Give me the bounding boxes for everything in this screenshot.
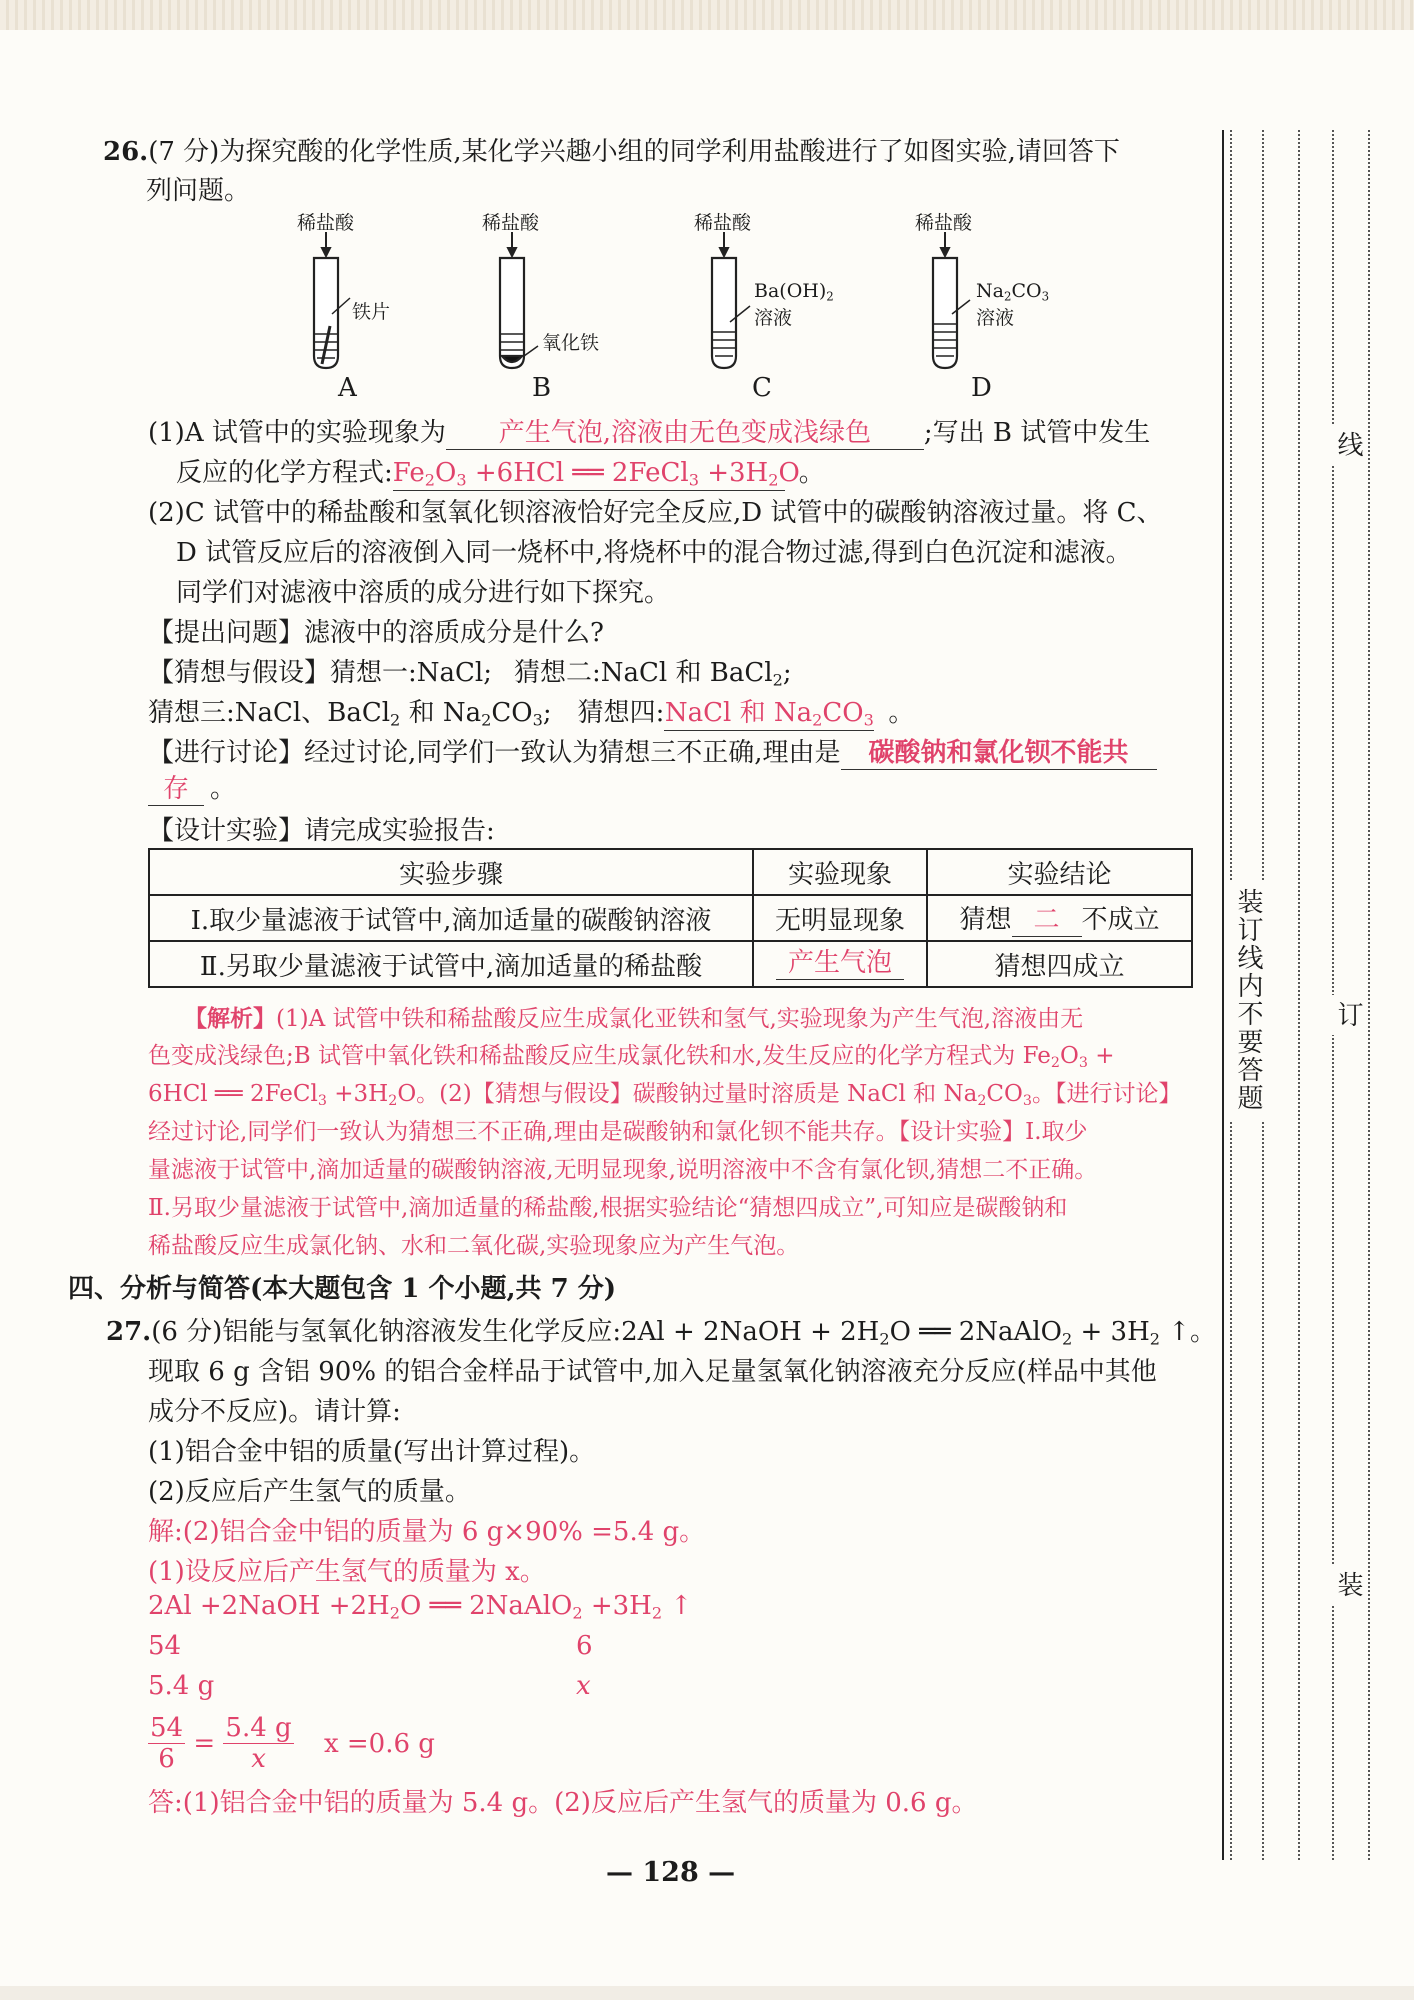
q27-l1d: ↑。 [1168,1317,1217,1347]
explain-line2: 色变成浅绿色;B 试管中氧化铁和稀盐酸反应生成氯化铁和水,发生反应的化学方程式为 $Fe_2O_3$ + [148,1043,1115,1071]
p1-line2: 反应的化学方程式: [176,458,393,488]
na-sub: 2 [1003,289,1012,304]
binding-dotted-line [1368,130,1370,1860]
fraction-equation: $\frac{54}{6}$ = $\frac{5.4 g}{x}$ x =0.6 g [150,1713,435,1774]
q27-l1c: + 3H [1080,1317,1150,1347]
label-acid-a: 稀盐酸 [297,212,355,234]
hyp-1: 【猜想与假设】猜想一:NaCl; [148,658,492,688]
q27-answer: 答:(1)铝合金中铝的质量为 5.4 g。(2)反应后产生氢气的质量为 0.6 g。 [148,1788,978,1818]
q26-number: 26. [103,137,149,167]
q26-intro-line1 [103,131,1120,168]
row2-conclusion: 猜想四成立 [927,941,1192,987]
label-baoh2 [754,280,834,303]
binding-dotted-line [1298,130,1300,1860]
hyp-2: 猜想二:NaCl 和 BaCl [513,658,773,688]
q26-part2-line1: (2)C 试管中的稀盐酸和氢氧化钡溶液恰好完全反应,D 试管中的碳酸钠溶液过量。将 C、 [148,498,1163,528]
discuss-answer2: 存 [148,775,204,806]
letter-b: B [532,373,552,403]
table-header-row [149,849,1192,895]
q26-part1-line2 [176,452,825,491]
co-text: CO [1011,280,1042,302]
tube-b [500,258,538,368]
ask-question: 【提出问题】滤液中的溶质成分是什么? [148,618,604,648]
binding-solid-line [1222,130,1224,1860]
row1-conc-b: 不成立 [1081,905,1160,936]
tube-d [933,258,970,368]
q27-equation: 2Al +2NaOH $+2H_2O$ ══ 2NaAlO$_2$ $+3H_2$ ↑ [148,1591,693,1623]
row1-step: Ⅰ.取少量滤液于试管中,滴加适量的碳酸钠溶液 [149,895,753,941]
explain-line4: 经过讨论,同学们一致认为猜想三不正确,理由是碳酸钠和氯化钡不能共存。【设计实验】Ⅰ.取少 [148,1119,1088,1145]
q26-part2-line2: D 试管反应后的溶液倒入同一烧杯中,将烧杯中的混合物过滤,得到白色沉淀和滤液。 [176,538,1132,568]
discussion-line2 [148,768,236,806]
tube-c [712,258,750,368]
q26-part2-line3: 同学们对滤液中溶质的成分进行如下探究。 [176,578,671,608]
na-text: Na [976,280,1004,302]
explain-l2: 色变成浅绿色;B 试管中氧化铁和稀盐酸反应生成氯化铁和水,发生反应的化学方程式为 Fe [148,1043,1051,1069]
design-experiment: 【设计实验】请完成实验报告: [148,816,495,846]
row1-conc-answer: 二 [1012,906,1082,937]
label-iron: 铁片 [352,301,391,323]
letter-c: C [752,373,772,403]
frac-den1: 6 [158,1744,175,1774]
header-phenomenon: 实验现象 [753,849,927,895]
q27-l1b: O ══ 2NaAlO [889,1317,1062,1347]
frac-den2: x [251,1744,266,1774]
q27-sol2: (1)设反应后产生氢气的质量为 x。 [148,1557,546,1587]
binding-char-xian: 线 [1330,425,1367,465]
baoh-text: Ba(OH) [754,280,827,302]
tube-a [314,258,350,368]
hyp-3c: CO [491,698,533,728]
explain-line1 [184,1000,1083,1038]
row1-phenomenon: 无明显现象 [753,895,927,941]
q27-l1a: (6 分)铝能与氢氧化钠溶液发生化学反应:2Al + 2NaOH + 2H [151,1317,880,1347]
hypothesis-line1: 【猜想与假设】猜想一:NaCl; 猜想二:NaCl 和 BaCl$_2$; [148,658,792,690]
row2-phenomenon [753,941,927,987]
hyp-3b: 和 Na [408,698,482,728]
frac-num2: 5.4 g [225,1713,292,1743]
hyp-3a: 猜想三:NaCl、BaCl [148,698,391,728]
label-solution-d: 溶液 [976,307,1015,329]
eq-d: ↑ [670,1591,693,1621]
hyp-4: 猜想四: [577,698,665,728]
label-acid-c: 稀盐酸 [694,212,752,234]
fraction-2 [223,1713,293,1774]
letter-d: D [971,373,992,403]
hyp-3d: ; [542,698,552,728]
label-solution-c: 溶液 [754,307,793,329]
given-al: 5.4 g [148,1671,215,1701]
explain-tag: 【解析】 [184,1005,276,1032]
table-row [149,941,1192,987]
table-row [149,895,1192,941]
discuss-end: 。 [210,774,237,804]
experiment-report-table [148,848,1193,988]
explain-line7: 稀盐酸反应生成氯化钠、水和二氧化碳,实验现象应为产生气泡。 [148,1233,800,1259]
baoh-sub: 2 [826,289,834,304]
hyp-4-answer-text: NaCl 和 Na [664,698,813,728]
explain-line5: 量滤液于试管中,滴加适量的碳酸钠溶液,无明显现象,说明溶液中不含有氯化钡,猜想二不正确。 [148,1157,1098,1183]
label-na2co3 [976,280,1049,303]
row1-conclusion [927,895,1192,941]
row2-step: Ⅱ.另取少量滤液于试管中,滴加适量的稀盐酸 [149,941,753,987]
q27-line5: (2)反应后产生氢气的质量。 [148,1477,471,1507]
q27-line3: 成分不反应)。请计算: [148,1397,401,1427]
discuss-prefix: 【进行讨论】经过讨论,同学们一致认为猜想三不正确,理由是 [148,738,841,768]
q27-line2: 现取 6 g 含铝 90% 的铝合金样品于试管中,加入足量氢氧化钠溶液充分反应(样品中其他 [148,1357,1157,1387]
binding-char-zhuang: 装 [1330,1565,1367,1605]
explain-l3c: 。【进行讨论】 [1031,1081,1182,1107]
hyp-4-answer: NaCl 和 $Na_2CO_3$ [664,698,874,730]
discuss-answer: 碳酸钠和氯化钡不能共 [841,739,1157,770]
p1-answer: 产生气泡,溶液由无色变成浅绿色 [446,419,924,450]
letter-a: A [338,373,357,403]
explain-line6: Ⅱ.另取少量滤液于试管中,滴加适量的稀盐酸,根据实验结论“猜想四成立”,可知应是碳酸钠和 [148,1195,1068,1221]
p1-mid: ;写出 B 试管中发生 [923,418,1151,448]
label-acid-b: 稀盐酸 [482,212,540,234]
label-iron-oxide: 氧化铁 [542,332,600,354]
molar-mass-h2: 6 [576,1631,593,1661]
row1-conc-a: 猜想 [959,905,1012,936]
label-acid-d: 稀盐酸 [915,212,973,234]
hypothesis-line2: 猜想三:NaCl、BaCl$_2$ 和 $Na_2CO_3$; 猜想四:NaCl 和 $Na_2CO_3$ 。 [148,698,915,730]
molar-mass-al: 54 [148,1631,182,1661]
explain-l3b: 。(2)【猜想与假设】碳酸钠过量时溶质是 NaCl 和 Na [416,1081,978,1107]
top-edge [0,0,1414,30]
row2-phenomenon-answer: 产生气泡 [776,949,904,980]
discussion-line1 [148,732,1157,770]
section4-heading: 四、分析与简答(本大题包含 1 个小题,共 7 分) [68,1274,617,1304]
co-sub: 3 [1041,289,1050,304]
frac-result: x =0.6 g [323,1728,435,1759]
frac-num1: 54 [150,1713,184,1743]
header-conclusion: 实验结论 [927,849,1192,895]
header-step: 实验步骤 [149,849,753,895]
q26-intro-text: (7 分)为探究酸的化学性质,某化学兴趣小组的同学利用盐酸进行了如图实验,请回答下 [148,137,1120,167]
bottom-edge [0,1986,1414,2000]
eq-c: +3H [590,1591,652,1621]
p1-end: 。 [798,458,825,488]
explain-l1: (1)A 试管中铁和稀盐酸反应生成氯化亚铁和氢气,实验现象为产生气泡,溶液由无 [276,1006,1084,1032]
q27-line1: 27.(6 分)铝能与氢氧化钠溶液发生化学反应:2Al + 2NaOH + $2H_2O$ ══ 2NaAlO$_2$ + $3H_2$ ↑。 [106,1317,1217,1349]
q26-intro-line2: 列问题。 [146,176,251,206]
binding-notice: 装订线内不要答题 [1230,880,1267,1120]
equation-answer: $Fe_2O_3 +6HCl$ ══ 2FeCl$_3$ $+3H_2O$ [392,458,800,490]
eq-b: O ══ 2NaAlO [399,1591,573,1621]
explain-line3: 6HCl ══ 2FeCl$_3$ $+3H_2O$。(2)【猜想与假设】碳酸钠过量时溶质是 NaCl 和 $Na_2CO_3$。【进行讨论】 [148,1081,1182,1109]
q27-line4: (1)铝合金中铝的质量(写出计算过程)。 [148,1437,596,1467]
unknown-x: x [576,1671,591,1701]
fraction-1 [148,1713,185,1774]
q26-part1-line1 [148,412,1150,450]
eq-a: 2Al +2NaOH +2H [148,1591,390,1621]
binding-char-ding: 订 [1330,995,1367,1035]
p1-prefix: (1)A 试管中的实验现象为 [148,418,446,448]
q27-sol1: 解:(2)铝合金中铝的质量为 6 g×90% =5.4 g。 [148,1517,706,1547]
page-number: — 128 — [606,1857,736,1888]
q27-number: 27. [106,1317,152,1347]
